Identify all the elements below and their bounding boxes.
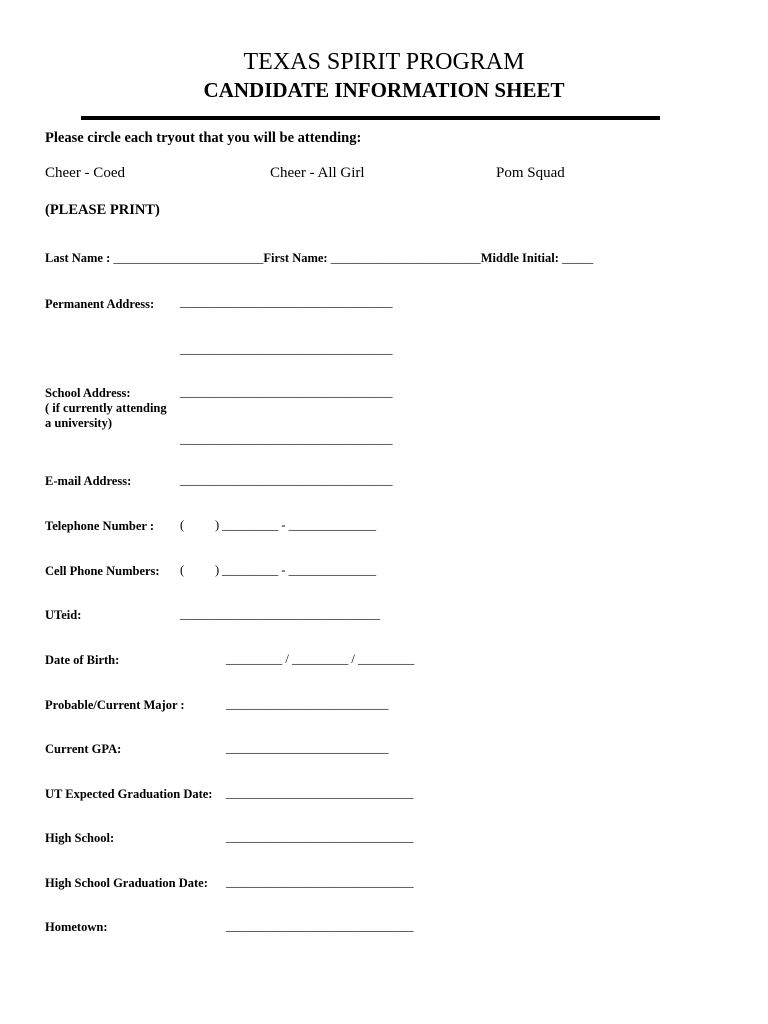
last-name-label: Last Name : — [45, 251, 114, 265]
cell-phone-area-close: ) — [215, 563, 220, 577]
permanent-address-label: Permanent Address: — [45, 297, 155, 311]
name-row — [45, 251, 593, 266]
uteid-field[interactable]: ________________________________ — [180, 607, 380, 621]
school-address-note-line2: a university) — [45, 416, 113, 430]
tryout-instruction: Please circle each tryout that you will be attending: — [45, 130, 362, 146]
grad-date-field[interactable]: ______________________________ — [226, 786, 414, 800]
hometown-field[interactable]: ______________________________ — [226, 919, 414, 933]
tryout-option-cheer-all-girl[interactable]: Cheer - All Girl — [270, 165, 365, 181]
telephone-area-open: ( — [180, 518, 185, 532]
gpa-field[interactable]: __________________________ — [226, 741, 389, 755]
school-address-label: School Address: — [45, 386, 131, 400]
email-label: E-mail Address: — [45, 474, 132, 488]
last-name-field[interactable]: ________________________ — [113, 251, 264, 265]
tryout-option-cheer-coed[interactable]: Cheer - Coed — [45, 165, 125, 181]
email-field[interactable]: __________________________________ — [180, 473, 393, 487]
school-address-field-2[interactable]: __________________________________ — [180, 432, 393, 446]
telephone-label: Telephone Number : — [45, 519, 155, 533]
hometown-label: Hometown: — [45, 920, 108, 934]
hs-grad-date-field[interactable]: ______________________________ — [226, 875, 414, 889]
first-name-label: First Name: — [263, 251, 331, 265]
header-divider — [81, 116, 660, 120]
permanent-address-field-1[interactable]: __________________________________ — [180, 295, 393, 309]
telephone-area-close: ) — [215, 518, 220, 532]
hs-grad-date-label: High School Graduation Date: — [45, 876, 208, 890]
dob-field[interactable]: _________ / _________ / _________ — [226, 652, 415, 666]
major-label: Probable/Current Major : — [45, 698, 185, 712]
middle-initial-label: Middle Initial: — [480, 251, 562, 265]
high-school-field[interactable]: ______________________________ — [226, 830, 414, 844]
dob-label: Date of Birth: — [45, 653, 120, 667]
telephone-field[interactable]: _________ - ______________ — [222, 518, 377, 532]
school-address-note-line1: ( if currently attending — [45, 401, 167, 415]
first-name-field[interactable]: ________________________ — [330, 251, 481, 265]
middle-initial-field[interactable]: _____ — [562, 251, 594, 265]
cell-phone-field[interactable]: _________ - ______________ — [222, 563, 377, 577]
cell-phone-area-open: ( — [180, 563, 185, 577]
print-note: (PLEASE PRINT) — [45, 202, 160, 218]
grad-date-label: UT Expected Graduation Date: — [45, 787, 213, 801]
uteid-label: UTeid: — [45, 608, 82, 622]
permanent-address-field-2[interactable]: __________________________________ — [180, 342, 393, 356]
cell-phone-label: Cell Phone Numbers: — [45, 564, 160, 578]
form-title: TEXAS SPIRIT PROGRAM — [243, 49, 525, 75]
school-address-field-1[interactable]: __________________________________ — [180, 385, 393, 399]
gpa-label: Current GPA: — [45, 742, 122, 756]
form-subtitle: CANDIDATE INFORMATION SHEET — [203, 78, 565, 102]
major-field[interactable]: __________________________ — [226, 697, 389, 711]
tryout-option-pom-squad[interactable]: Pom Squad — [496, 165, 565, 181]
high-school-label: High School: — [45, 831, 115, 845]
